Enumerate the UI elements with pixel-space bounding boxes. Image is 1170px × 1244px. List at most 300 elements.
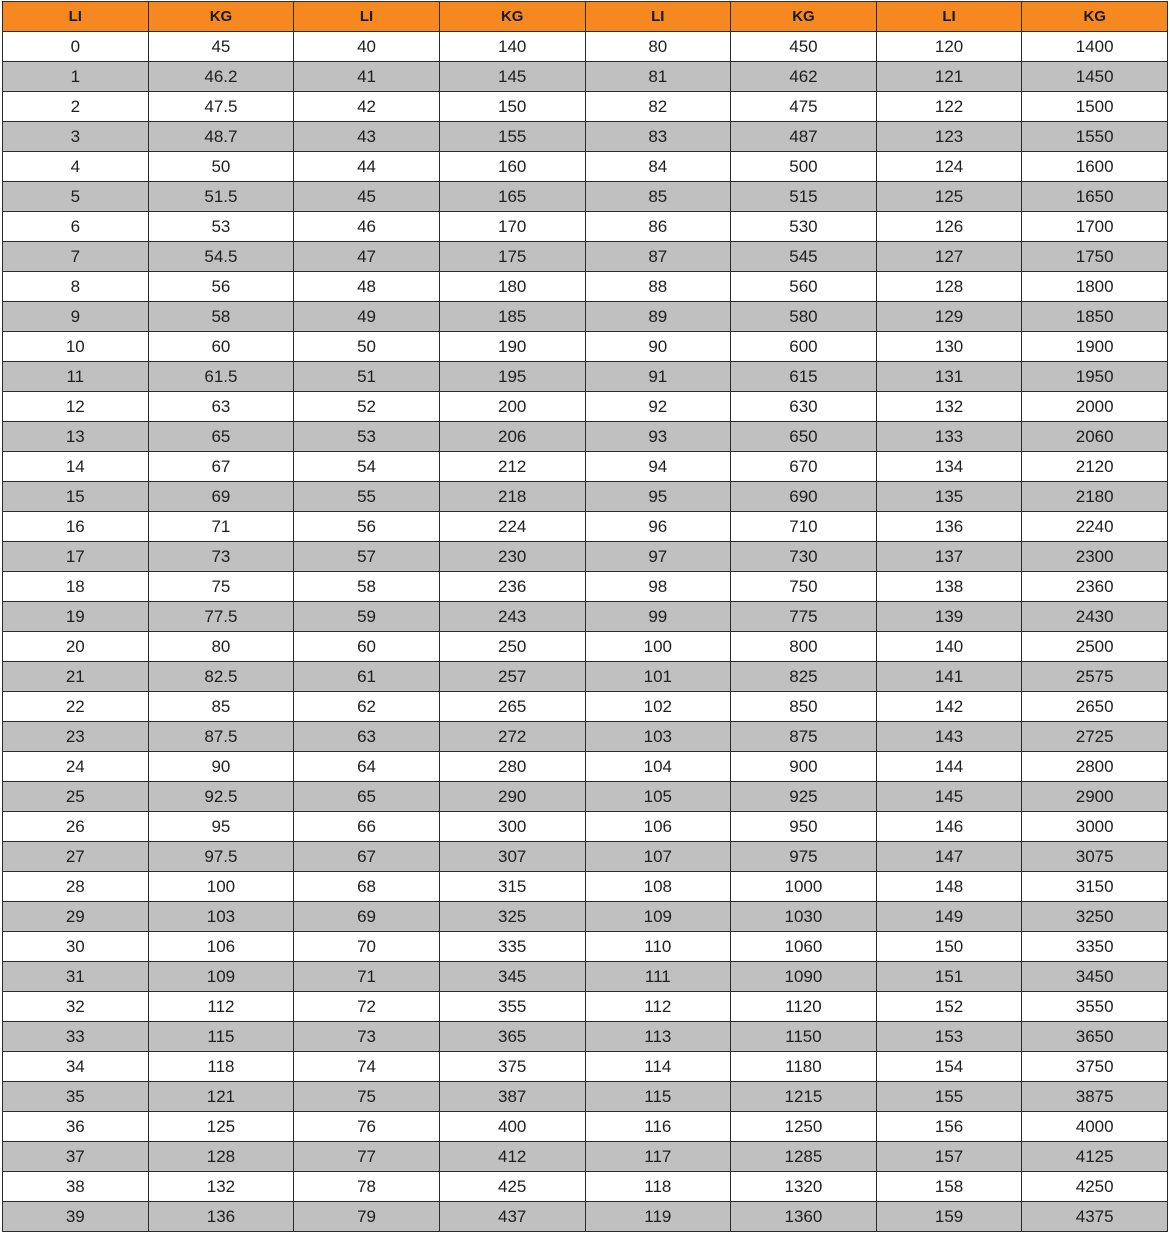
load-index-cell: 8	[3, 272, 149, 302]
load-kg-cell: 3750	[1022, 1052, 1168, 1082]
load-index-cell: 42	[294, 92, 440, 122]
load-index-cell: 22	[3, 692, 149, 722]
table-row	[3, 902, 1168, 932]
load-index-cell: 134	[876, 452, 1022, 482]
load-index-cell: 132	[876, 392, 1022, 422]
load-kg-cell: 710	[731, 512, 877, 542]
load-kg-cell: 1450	[1022, 62, 1168, 92]
load-index-cell: 142	[876, 692, 1022, 722]
load-index-cell: 115	[585, 1082, 731, 1112]
load-kg-cell: 1060	[731, 932, 877, 962]
load-index-cell: 97	[585, 542, 731, 572]
load-kg-cell: 140	[439, 32, 585, 62]
load-index-cell: 159	[876, 1202, 1022, 1232]
load-kg-cell: 75	[148, 572, 294, 602]
load-index-cell: 57	[294, 542, 440, 572]
load-kg-cell: 450	[731, 32, 877, 62]
load-index-cell: 117	[585, 1142, 731, 1172]
load-kg-cell: 4375	[1022, 1202, 1168, 1232]
load-index-cell: 109	[585, 902, 731, 932]
load-index-cell: 67	[294, 842, 440, 872]
load-index-cell: 112	[585, 992, 731, 1022]
load-kg-cell: 900	[731, 752, 877, 782]
load-index-cell: 18	[3, 572, 149, 602]
load-kg-cell: 4125	[1022, 1142, 1168, 1172]
load-kg-cell: 1800	[1022, 272, 1168, 302]
table-row	[3, 152, 1168, 182]
load-index-cell: 44	[294, 152, 440, 182]
load-index-cell: 69	[294, 902, 440, 932]
load-kg-cell: 1090	[731, 962, 877, 992]
load-kg-cell: 375	[439, 1052, 585, 1082]
header-kg: KG	[148, 2, 294, 32]
load-kg-cell: 975	[731, 842, 877, 872]
load-kg-cell: 4250	[1022, 1172, 1168, 1202]
load-kg-cell: 63	[148, 392, 294, 422]
load-kg-cell: 775	[731, 602, 877, 632]
load-index-cell: 59	[294, 602, 440, 632]
load-kg-cell: 87.5	[148, 722, 294, 752]
load-index-cell: 110	[585, 932, 731, 962]
table-row	[3, 422, 1168, 452]
load-index-cell: 107	[585, 842, 731, 872]
table-row	[3, 32, 1168, 62]
header-li: LI	[3, 2, 149, 32]
load-kg-cell: 132	[148, 1172, 294, 1202]
load-index-cell: 126	[876, 212, 1022, 242]
load-kg-cell: 335	[439, 932, 585, 962]
load-kg-cell: 2000	[1022, 392, 1168, 422]
load-index-cell: 24	[3, 752, 149, 782]
table-row	[3, 1142, 1168, 1172]
load-kg-cell: 2500	[1022, 632, 1168, 662]
load-kg-cell: 1180	[731, 1052, 877, 1082]
load-kg-cell: 2650	[1022, 692, 1168, 722]
load-index-cell: 60	[294, 632, 440, 662]
load-index-cell: 158	[876, 1172, 1022, 1202]
load-index-cell: 157	[876, 1142, 1022, 1172]
load-index-cell: 102	[585, 692, 731, 722]
load-kg-cell: 545	[731, 242, 877, 272]
load-index-cell: 71	[294, 962, 440, 992]
load-kg-cell: 165	[439, 182, 585, 212]
load-kg-cell: 71	[148, 512, 294, 542]
load-kg-cell: 47.5	[148, 92, 294, 122]
load-kg-cell: 118	[148, 1052, 294, 1082]
load-index-cell: 93	[585, 422, 731, 452]
load-kg-cell: 355	[439, 992, 585, 1022]
load-kg-cell: 175	[439, 242, 585, 272]
load-kg-cell: 2300	[1022, 542, 1168, 572]
load-kg-cell: 92.5	[148, 782, 294, 812]
load-index-cell: 45	[294, 182, 440, 212]
table-row	[3, 512, 1168, 542]
load-index-cell: 64	[294, 752, 440, 782]
table-row	[3, 332, 1168, 362]
load-kg-cell: 97.5	[148, 842, 294, 872]
load-index-cell: 3	[3, 122, 149, 152]
load-index-cell: 153	[876, 1022, 1022, 1052]
load-index-cell: 108	[585, 872, 731, 902]
load-index-cell: 68	[294, 872, 440, 902]
load-kg-cell: 145	[439, 62, 585, 92]
table-row	[3, 632, 1168, 662]
load-index-cell: 38	[3, 1172, 149, 1202]
load-kg-cell: 1360	[731, 1202, 877, 1232]
table-row	[3, 572, 1168, 602]
load-kg-cell: 45	[148, 32, 294, 62]
load-kg-cell: 4000	[1022, 1112, 1168, 1142]
header-li: LI	[294, 2, 440, 32]
load-kg-cell: 1120	[731, 992, 877, 1022]
load-index-cell: 145	[876, 782, 1022, 812]
load-index-cell: 70	[294, 932, 440, 962]
load-kg-cell: 65	[148, 422, 294, 452]
load-kg-cell: 1215	[731, 1082, 877, 1112]
load-kg-cell: 3450	[1022, 962, 1168, 992]
load-kg-cell: 690	[731, 482, 877, 512]
load-index-cell: 90	[585, 332, 731, 362]
load-kg-cell: 2725	[1022, 722, 1168, 752]
load-kg-cell: 2430	[1022, 602, 1168, 632]
load-index-cell: 51	[294, 362, 440, 392]
load-kg-cell: 51.5	[148, 182, 294, 212]
load-index-cell: 137	[876, 542, 1022, 572]
load-index-table	[2, 1, 1168, 1232]
load-kg-cell: 236	[439, 572, 585, 602]
load-kg-cell: 250	[439, 632, 585, 662]
load-index-cell: 43	[294, 122, 440, 152]
load-index-cell: 47	[294, 242, 440, 272]
table-row	[3, 992, 1168, 1022]
load-kg-cell: 630	[731, 392, 877, 422]
load-kg-cell: 3875	[1022, 1082, 1168, 1112]
load-kg-cell: 1950	[1022, 362, 1168, 392]
load-index-cell: 130	[876, 332, 1022, 362]
load-index-cell: 104	[585, 752, 731, 782]
load-kg-cell: 3350	[1022, 932, 1168, 962]
load-kg-cell: 3550	[1022, 992, 1168, 1022]
load-kg-cell: 487	[731, 122, 877, 152]
load-kg-cell: 82.5	[148, 662, 294, 692]
load-index-cell: 58	[294, 572, 440, 602]
load-kg-cell: 1500	[1022, 92, 1168, 122]
load-kg-cell: 580	[731, 302, 877, 332]
load-kg-cell: 160	[439, 152, 585, 182]
load-kg-cell: 1650	[1022, 182, 1168, 212]
load-kg-cell: 243	[439, 602, 585, 632]
table-row	[3, 842, 1168, 872]
load-index-cell: 139	[876, 602, 1022, 632]
load-kg-cell: 85	[148, 692, 294, 722]
load-kg-cell: 1600	[1022, 152, 1168, 182]
load-index-cell: 101	[585, 662, 731, 692]
load-index-cell: 15	[3, 482, 149, 512]
load-index-cell: 86	[585, 212, 731, 242]
load-index-cell: 133	[876, 422, 1022, 452]
load-kg-cell: 218	[439, 482, 585, 512]
load-index-cell: 150	[876, 932, 1022, 962]
table-row	[3, 62, 1168, 92]
load-index-cell: 85	[585, 182, 731, 212]
table-row	[3, 722, 1168, 752]
load-kg-cell: 650	[731, 422, 877, 452]
load-index-cell: 62	[294, 692, 440, 722]
load-index-cell: 81	[585, 62, 731, 92]
load-index-cell: 113	[585, 1022, 731, 1052]
table-row	[3, 452, 1168, 482]
table-row	[3, 692, 1168, 722]
load-kg-cell: 387	[439, 1082, 585, 1112]
load-index-cell: 155	[876, 1082, 1022, 1112]
load-kg-cell: 345	[439, 962, 585, 992]
load-index-cell: 23	[3, 722, 149, 752]
load-kg-cell: 103	[148, 902, 294, 932]
load-kg-cell: 230	[439, 542, 585, 572]
load-index-cell: 36	[3, 1112, 149, 1142]
load-index-cell: 54	[294, 452, 440, 482]
load-kg-cell: 48.7	[148, 122, 294, 152]
load-kg-cell: 272	[439, 722, 585, 752]
load-index-cell: 82	[585, 92, 731, 122]
load-kg-cell: 300	[439, 812, 585, 842]
load-kg-cell: 56	[148, 272, 294, 302]
load-index-cell: 37	[3, 1142, 149, 1172]
load-kg-cell: 750	[731, 572, 877, 602]
load-index-cell: 121	[876, 62, 1022, 92]
load-kg-cell: 58	[148, 302, 294, 332]
load-kg-cell: 1750	[1022, 242, 1168, 272]
load-index-cell: 131	[876, 362, 1022, 392]
load-index-cell: 6	[3, 212, 149, 242]
table-row	[3, 1112, 1168, 1142]
load-kg-cell: 400	[439, 1112, 585, 1142]
load-index-cell: 5	[3, 182, 149, 212]
load-kg-cell: 800	[731, 632, 877, 662]
load-kg-cell: 77.5	[148, 602, 294, 632]
load-kg-cell: 2575	[1022, 662, 1168, 692]
load-index-cell: 33	[3, 1022, 149, 1052]
load-index-cell: 128	[876, 272, 1022, 302]
load-index-cell: 35	[3, 1082, 149, 1112]
load-index-cell: 32	[3, 992, 149, 1022]
load-kg-cell: 325	[439, 902, 585, 932]
load-kg-cell: 875	[731, 722, 877, 752]
load-kg-cell: 2240	[1022, 512, 1168, 542]
load-kg-cell: 365	[439, 1022, 585, 1052]
load-index-cell: 143	[876, 722, 1022, 752]
load-kg-cell: 80	[148, 632, 294, 662]
load-index-cell: 135	[876, 482, 1022, 512]
load-kg-cell: 1030	[731, 902, 877, 932]
load-kg-cell: 730	[731, 542, 877, 572]
load-kg-cell: 200	[439, 392, 585, 422]
load-index-cell: 65	[294, 782, 440, 812]
load-index-cell: 28	[3, 872, 149, 902]
load-kg-cell: 112	[148, 992, 294, 1022]
load-kg-cell: 1900	[1022, 332, 1168, 362]
load-kg-cell: 46.2	[148, 62, 294, 92]
load-index-cell: 83	[585, 122, 731, 152]
load-index-cell: 99	[585, 602, 731, 632]
load-index-cell: 1	[3, 62, 149, 92]
load-kg-cell: 3650	[1022, 1022, 1168, 1052]
load-kg-cell: 109	[148, 962, 294, 992]
load-kg-cell: 121	[148, 1082, 294, 1112]
table-row	[3, 302, 1168, 332]
table-row	[3, 782, 1168, 812]
load-kg-cell: 500	[731, 152, 877, 182]
load-index-cell: 103	[585, 722, 731, 752]
load-index-cell: 39	[3, 1202, 149, 1232]
load-kg-cell: 307	[439, 842, 585, 872]
load-kg-cell: 1850	[1022, 302, 1168, 332]
load-index-cell: 66	[294, 812, 440, 842]
load-index-cell: 105	[585, 782, 731, 812]
load-index-cell: 16	[3, 512, 149, 542]
load-index-cell: 31	[3, 962, 149, 992]
load-index-cell: 53	[294, 422, 440, 452]
load-index-cell: 123	[876, 122, 1022, 152]
load-kg-cell: 2360	[1022, 572, 1168, 602]
load-kg-cell: 73	[148, 542, 294, 572]
load-kg-cell: 2800	[1022, 752, 1168, 782]
load-kg-cell: 128	[148, 1142, 294, 1172]
load-kg-cell: 530	[731, 212, 877, 242]
load-index-cell: 148	[876, 872, 1022, 902]
load-index-cell: 144	[876, 752, 1022, 782]
load-index-cell: 98	[585, 572, 731, 602]
load-index-cell: 46	[294, 212, 440, 242]
load-kg-cell: 600	[731, 332, 877, 362]
table-row	[3, 812, 1168, 842]
load-index-cell: 17	[3, 542, 149, 572]
load-index-cell: 154	[876, 1052, 1022, 1082]
load-index-cell: 14	[3, 452, 149, 482]
load-kg-cell: 3250	[1022, 902, 1168, 932]
load-kg-cell: 180	[439, 272, 585, 302]
load-kg-cell: 1320	[731, 1172, 877, 1202]
load-kg-cell: 190	[439, 332, 585, 362]
load-kg-cell: 185	[439, 302, 585, 332]
load-index-cell: 94	[585, 452, 731, 482]
load-kg-cell: 90	[148, 752, 294, 782]
load-index-cell: 138	[876, 572, 1022, 602]
load-index-cell: 140	[876, 632, 1022, 662]
table-body	[3, 32, 1168, 1232]
load-index-cell: 124	[876, 152, 1022, 182]
load-kg-cell: 315	[439, 872, 585, 902]
load-index-cell: 152	[876, 992, 1022, 1022]
load-index-cell: 149	[876, 902, 1022, 932]
load-index-cell: 141	[876, 662, 1022, 692]
load-kg-cell: 1150	[731, 1022, 877, 1052]
load-index-cell: 119	[585, 1202, 731, 1232]
table-row	[3, 962, 1168, 992]
load-index-cell: 20	[3, 632, 149, 662]
load-index-cell: 96	[585, 512, 731, 542]
table-row	[3, 872, 1168, 902]
load-kg-cell: 50	[148, 152, 294, 182]
load-kg-cell: 425	[439, 1172, 585, 1202]
load-index-cell: 114	[585, 1052, 731, 1082]
table-row	[3, 362, 1168, 392]
load-kg-cell: 475	[731, 92, 877, 122]
header-kg: KG	[1022, 2, 1168, 32]
load-kg-cell: 950	[731, 812, 877, 842]
load-kg-cell: 2060	[1022, 422, 1168, 452]
load-kg-cell: 150	[439, 92, 585, 122]
header-row	[3, 2, 1168, 32]
load-index-cell: 118	[585, 1172, 731, 1202]
load-kg-cell: 825	[731, 662, 877, 692]
table-row	[3, 542, 1168, 572]
load-kg-cell: 115	[148, 1022, 294, 1052]
load-index-cell: 78	[294, 1172, 440, 1202]
load-kg-cell: 136	[148, 1202, 294, 1232]
load-kg-cell: 257	[439, 662, 585, 692]
load-index-cell: 73	[294, 1022, 440, 1052]
load-kg-cell: 125	[148, 1112, 294, 1142]
load-kg-cell: 670	[731, 452, 877, 482]
load-index-cell: 41	[294, 62, 440, 92]
load-index-cell: 34	[3, 1052, 149, 1082]
load-kg-cell: 60	[148, 332, 294, 362]
load-index-cell: 79	[294, 1202, 440, 1232]
load-index-cell: 72	[294, 992, 440, 1022]
load-kg-cell: 1400	[1022, 32, 1168, 62]
header-li: LI	[876, 2, 1022, 32]
load-index-cell: 52	[294, 392, 440, 422]
load-kg-cell: 95	[148, 812, 294, 842]
load-index-cell: 2	[3, 92, 149, 122]
load-kg-cell: 155	[439, 122, 585, 152]
load-kg-cell: 1285	[731, 1142, 877, 1172]
load-kg-cell: 100	[148, 872, 294, 902]
load-kg-cell: 61.5	[148, 362, 294, 392]
table-row	[3, 662, 1168, 692]
load-index-cell: 56	[294, 512, 440, 542]
load-kg-cell: 170	[439, 212, 585, 242]
load-kg-cell: 195	[439, 362, 585, 392]
load-index-cell: 55	[294, 482, 440, 512]
load-index-cell: 95	[585, 482, 731, 512]
load-kg-cell: 280	[439, 752, 585, 782]
header-kg: KG	[731, 2, 877, 32]
load-index-cell: 75	[294, 1082, 440, 1112]
load-index-cell: 48	[294, 272, 440, 302]
load-kg-cell: 3150	[1022, 872, 1168, 902]
table-row	[3, 1202, 1168, 1232]
load-index-cell: 0	[3, 32, 149, 62]
load-index-cell: 80	[585, 32, 731, 62]
load-kg-cell: 437	[439, 1202, 585, 1232]
load-index-cell: 127	[876, 242, 1022, 272]
table-row	[3, 752, 1168, 782]
load-index-cell: 63	[294, 722, 440, 752]
load-index-cell: 25	[3, 782, 149, 812]
table-row	[3, 932, 1168, 962]
load-kg-cell: 1250	[731, 1112, 877, 1142]
load-kg-cell: 1550	[1022, 122, 1168, 152]
table-row	[3, 1022, 1168, 1052]
load-kg-cell: 224	[439, 512, 585, 542]
load-index-cell: 19	[3, 602, 149, 632]
table-header	[3, 2, 1168, 32]
table-row	[3, 182, 1168, 212]
load-kg-cell: 265	[439, 692, 585, 722]
load-index-cell: 7	[3, 242, 149, 272]
